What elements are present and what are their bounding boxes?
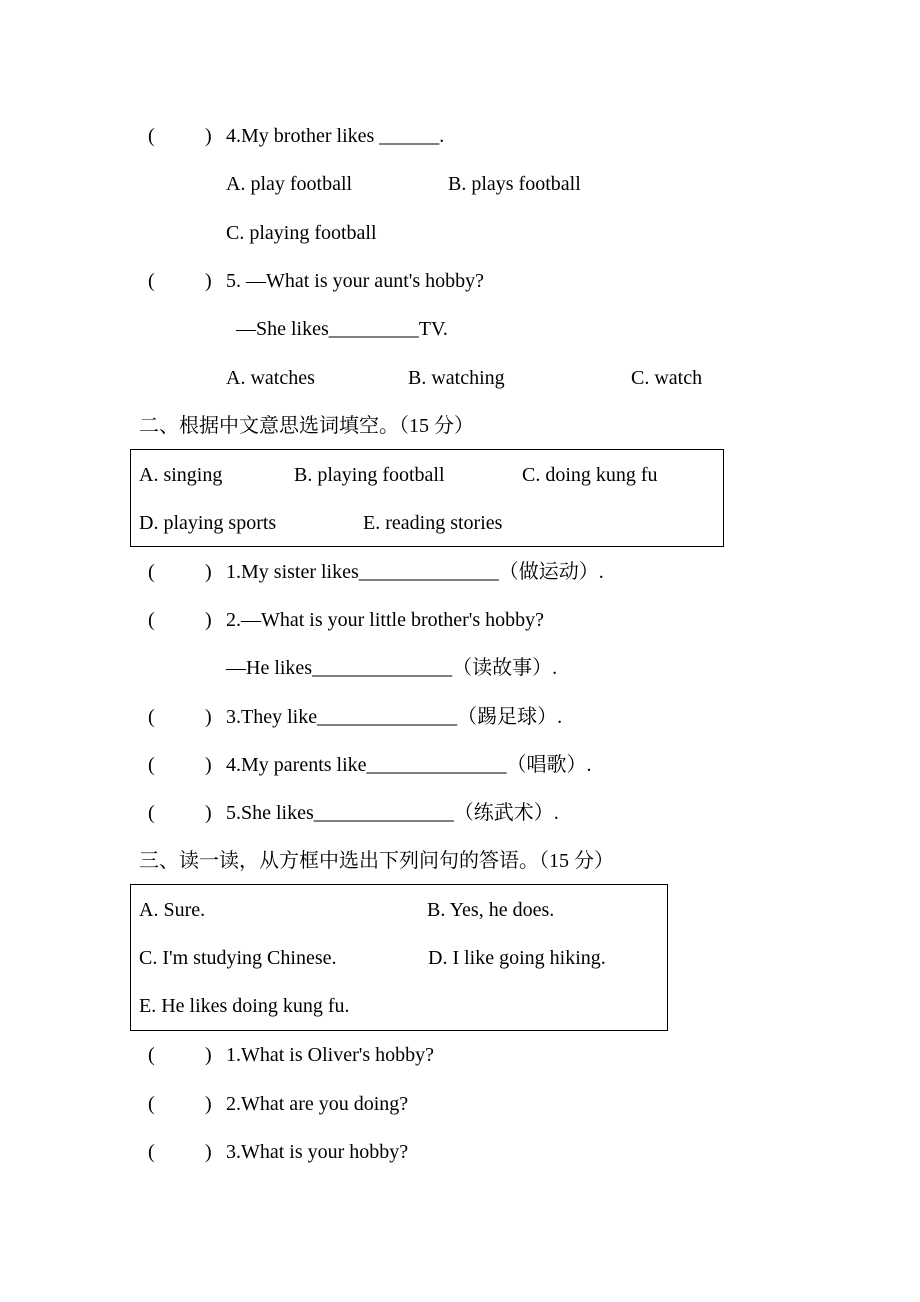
question-text: 5.She likes______________（练武术）. (226, 802, 559, 824)
option-c: C. playing football (226, 222, 377, 244)
answer-paren-right: ) (205, 609, 212, 631)
answer-paren-right: ) (205, 706, 212, 728)
question-text: 2.—What is your little brother's hobby? (226, 609, 544, 631)
answer-paren-left: ( (148, 270, 155, 292)
option-b: B. plays football (448, 173, 581, 195)
answer-paren-right: ) (205, 125, 212, 147)
question-text: 3.What is your hobby? (226, 1141, 409, 1163)
answer-paren-right: ) (205, 1044, 212, 1066)
box-option: C. doing kung fu (522, 464, 658, 486)
answer-paren-left: ( (148, 1141, 155, 1163)
question-text: 1.My sister likes______________（做运动）. (226, 561, 604, 583)
answer-paren-left: ( (148, 609, 155, 631)
answer-paren-right: ) (205, 561, 212, 583)
question-text: 2.What are you doing? (226, 1093, 409, 1115)
box-option: A. Sure. (139, 899, 206, 921)
box-option: B. Yes, he does. (427, 899, 555, 921)
question-text: 5. —What is your aunt's hobby? (226, 270, 485, 292)
answer-paren-left: ( (148, 754, 155, 776)
section-heading: 二、根据中文意思选词填空。（15 分） (139, 415, 474, 437)
answer-paren-left: ( (148, 125, 155, 147)
answer-paren-left: ( (148, 1093, 155, 1115)
section-heading: 三、读一读，从方框中选出下列问句的答语。（15 分） (139, 850, 614, 872)
box-option: B. playing football (294, 464, 445, 486)
answer-paren-left: ( (148, 561, 155, 583)
answer-paren-right: ) (205, 1093, 212, 1115)
box-option: E. reading stories (363, 512, 503, 534)
answer-paren-right: ) (205, 802, 212, 824)
box-option: D. I like going hiking. (428, 947, 606, 969)
question-text: 1.What is Oliver's hobby? (226, 1044, 435, 1066)
answer-paren-left: ( (148, 1044, 155, 1066)
answer-line: —He likes______________（读故事）. (226, 657, 558, 679)
option-a: A. play football (226, 173, 353, 195)
box-option: E. He likes doing kung fu. (139, 995, 350, 1017)
option-c: C. watch (631, 367, 703, 389)
box-option: D. playing sports (139, 512, 277, 534)
answer-paren-right: ) (205, 270, 212, 292)
answer-paren-left: ( (148, 802, 155, 824)
question-text: 3.They like______________（踢足球）. (226, 706, 563, 728)
answer-paren-right: ) (205, 1141, 212, 1163)
option-b: B. watching (408, 367, 505, 389)
answer-paren-left: ( (148, 706, 155, 728)
answer-line: —She likes_________TV. (236, 318, 448, 340)
box-option: A. singing (139, 464, 223, 486)
question-text: 4.My brother likes ______. (226, 125, 445, 147)
box-option: C. I'm studying Chinese. (139, 947, 337, 969)
question-text: 4.My parents like______________（唱歌）. (226, 754, 592, 776)
answer-paren-right: ) (205, 754, 212, 776)
option-a: A. watches (226, 367, 315, 389)
